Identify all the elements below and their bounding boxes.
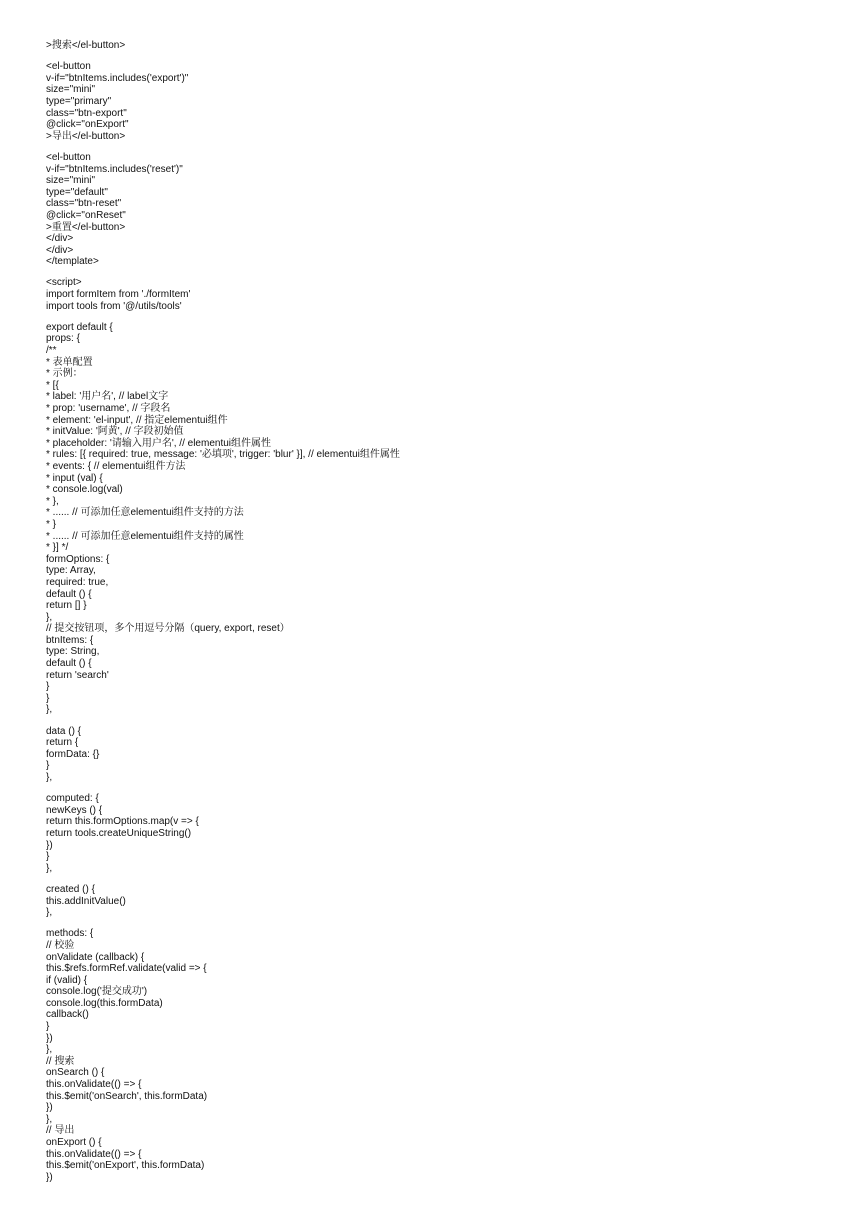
code-line: onExport () { xyxy=(46,1137,102,1148)
code-line: * prop: 'username', // 字段名 xyxy=(46,403,171,414)
code-block xyxy=(46,277,826,312)
code-line: * input (val) { xyxy=(46,472,103,484)
code-line: * }, xyxy=(46,495,59,507)
code-line: data () { xyxy=(46,725,82,737)
code-line: } xyxy=(46,681,50,693)
code-line: * } xyxy=(46,518,57,530)
code-block xyxy=(46,40,826,52)
code-line: type: Array, xyxy=(46,565,96,577)
code-line: @click="onExport" xyxy=(46,119,129,131)
code-line: >搜索</el-button> xyxy=(46,40,126,51)
code-line: newKeys () { xyxy=(46,804,103,816)
code-block xyxy=(46,322,826,716)
code-line: return this.formOptions.map(v => { xyxy=(46,816,199,828)
code-line: // 搜索 xyxy=(46,1055,75,1067)
code-line: // 提交按钮项，多个用逗号分隔（query, export, reset） xyxy=(46,623,290,635)
code-line: }) xyxy=(46,1171,53,1183)
code-block xyxy=(46,928,826,1183)
code-line: callback() xyxy=(46,1009,89,1021)
code-line: * }] */ xyxy=(46,542,69,554)
code-line: v-if="btnItems.includes('reset')" xyxy=(46,163,183,175)
code-line: type="primary" xyxy=(46,95,112,107)
code-line: props: { xyxy=(46,333,80,345)
code-line: v-if="btnItems.includes('export')" xyxy=(46,72,189,84)
code-line: this.onValidate(() => { xyxy=(46,1079,142,1091)
code-line: * label: '用户名', // label文字 xyxy=(46,391,169,403)
code-line: }, xyxy=(46,907,53,919)
code-line: this.$emit('onExport', this.formData) xyxy=(46,1160,205,1172)
code-line: type="default" xyxy=(46,186,108,198)
code-line: this.onValidate(() => { xyxy=(46,1148,142,1160)
code-block xyxy=(46,726,826,784)
code-line: onValidate (callback) { xyxy=(46,951,145,963)
code-line: >导出</el-button> xyxy=(46,130,126,142)
code-line: // 导出 xyxy=(46,1125,75,1137)
code-line: * placeholder: '请输入用户名', // elementui组件属性 xyxy=(46,437,271,449)
code-line: * initValue: '阿黄', // 字段初始值 xyxy=(46,426,184,438)
code-line: </template> xyxy=(46,256,99,268)
code-block xyxy=(46,793,826,874)
code-line: </div> xyxy=(46,244,74,256)
code-block xyxy=(46,884,826,919)
code-line: onSearch () { xyxy=(46,1067,105,1079)
code-line: formOptions: { xyxy=(46,553,110,565)
code-line: * events: { // elementui组件方法 xyxy=(46,460,186,472)
code-line: class="btn-reset" xyxy=(46,198,122,210)
code-line: >重置</el-button> xyxy=(46,221,126,233)
code-line: <el-button xyxy=(46,61,91,73)
code-line: * rules: [{ required: true, message: '必填项', trigger: 'blur' }], // elementui组件属性 xyxy=(46,449,400,461)
code-line: if (valid) { xyxy=(46,974,88,986)
code-line: * ...... // 可添加任意elementui组件支持的属性 xyxy=(46,530,244,542)
code-line: * console.log(val) xyxy=(46,484,123,496)
code-line: }, xyxy=(46,1044,53,1056)
code-document xyxy=(46,40,826,1193)
code-line: import formItem from './formItem' xyxy=(46,289,191,301)
code-line: }, xyxy=(46,862,53,874)
code-line: /** xyxy=(46,345,57,357)
code-line: default () { xyxy=(46,588,92,600)
code-line: computed: { xyxy=(46,793,99,805)
code-line: @click="onReset" xyxy=(46,209,126,221)
code-line: }, xyxy=(46,611,53,623)
code-line: </div> xyxy=(46,233,74,245)
code-line: import tools from '@/utils/tools' xyxy=(46,300,182,312)
code-line: size="mini" xyxy=(46,175,96,187)
code-line: }, xyxy=(46,1113,53,1125)
code-line: } xyxy=(46,1021,50,1033)
code-line: } xyxy=(46,851,50,863)
code-line: size="mini" xyxy=(46,84,96,96)
code-line: this.$emit('onSearch', this.formData) xyxy=(46,1090,208,1102)
code-line: // 校验 xyxy=(46,939,75,951)
code-line: }) xyxy=(46,1032,53,1044)
code-line: * ...... // 可添加任意elementui组件支持的方法 xyxy=(46,507,244,519)
code-line: console.log(this.formData) xyxy=(46,997,163,1009)
code-block xyxy=(46,152,826,268)
code-line: } xyxy=(46,692,50,704)
code-line: type: String, xyxy=(46,646,100,658)
code-line: formData: {} xyxy=(46,748,100,760)
code-line: this.addInitValue() xyxy=(46,895,126,907)
code-line: * 表单配置 xyxy=(46,356,93,368)
code-line: }) xyxy=(46,1102,53,1114)
code-line: export default { xyxy=(46,321,113,333)
code-line: methods: { xyxy=(46,928,94,940)
code-line: }, xyxy=(46,772,53,783)
code-line: return [] } xyxy=(46,600,87,612)
code-line: this.$refs.formRef.validate(valid => { xyxy=(46,963,207,975)
code-line: required: true, xyxy=(46,576,109,588)
code-line: return 'search' xyxy=(46,669,109,681)
code-line: created () { xyxy=(46,883,95,895)
code-line: console.log('提交成功') xyxy=(46,986,148,998)
code-line: return { xyxy=(46,737,79,749)
code-line: btnItems: { xyxy=(46,634,94,646)
code-line: <el-button xyxy=(46,151,91,163)
code-line: return tools.createUniqueString() xyxy=(46,827,192,839)
code-line: }) xyxy=(46,839,53,851)
code-line: * element: 'el-input', // 指定elementui组件 xyxy=(46,414,228,426)
code-line: default () { xyxy=(46,658,92,670)
code-line: * 示例： xyxy=(46,368,83,380)
code-block xyxy=(46,61,826,142)
code-line: } xyxy=(46,760,50,772)
code-line: }, xyxy=(46,704,53,716)
code-line: * [{ xyxy=(46,379,59,391)
code-line: <script> xyxy=(46,277,82,289)
code-line: class="btn-export" xyxy=(46,107,127,119)
